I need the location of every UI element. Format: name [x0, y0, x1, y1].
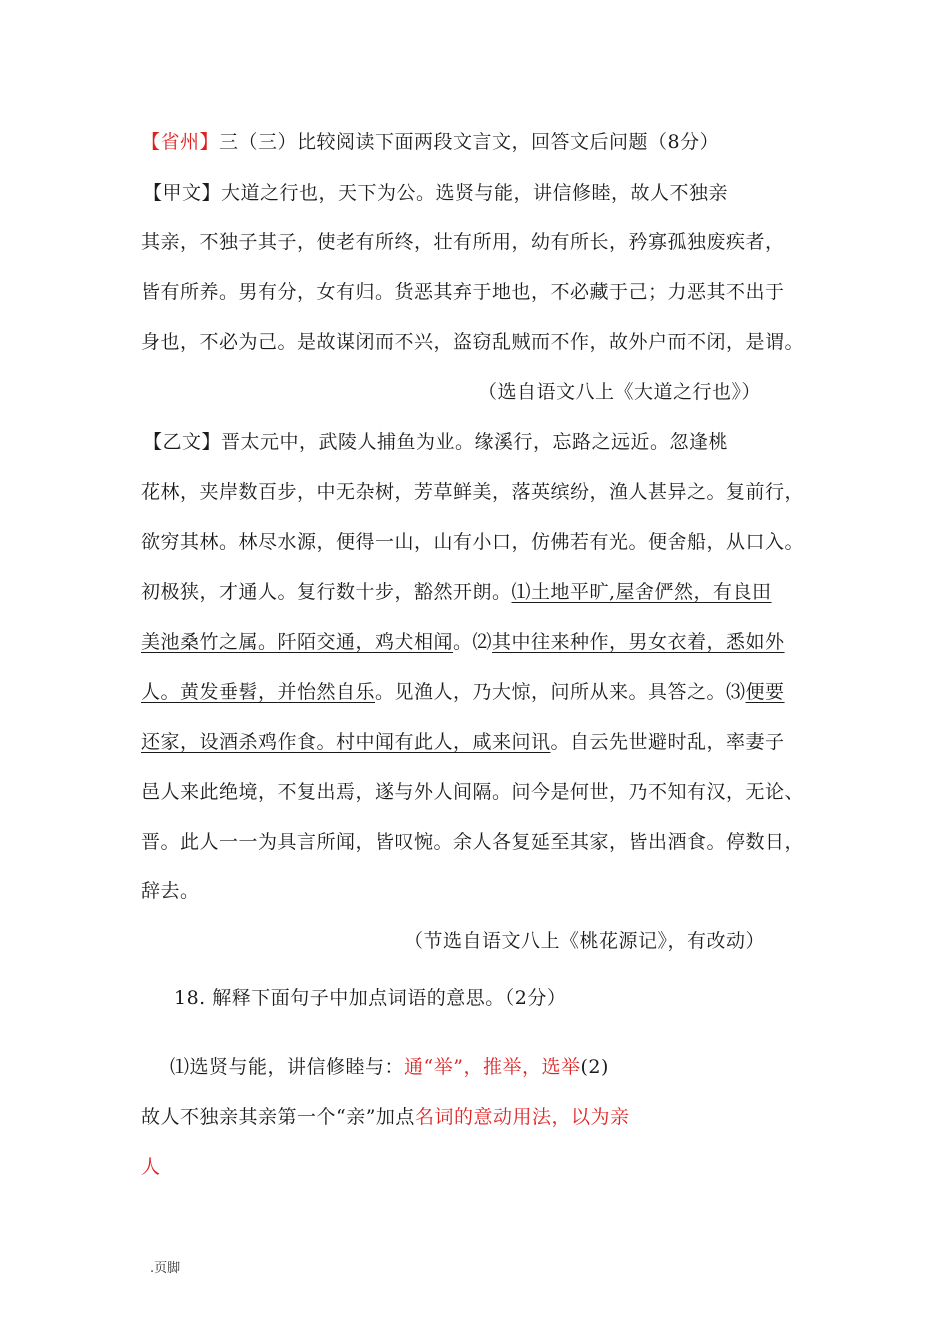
yi-line-1: 【乙文】晋太元中，武陵人捕鱼为业。缘溪行，忘路之远近。忽逢桃	[143, 431, 729, 453]
underlined-sentence-3: 便要	[745, 681, 785, 703]
answer-line-2: 故人不独亲其亲第一个“亲”加点名词的意动用法，以为亲	[141, 1106, 630, 1128]
answer-line-1: ⑴选贤与能，讲信修睦与：通“举”，推举，选举(2)	[170, 1056, 609, 1078]
yi-line-3: 欲穷其林。林尽水源，便得一山，山有小口，仿佛若有光。便舍船，从口入。	[141, 531, 805, 553]
jia-line-2: 其亲，不独子其子，使老有所终，壮有所用，幼有所长，矜寡孤独废疾者，	[141, 231, 785, 253]
question-header	[141, 130, 719, 154]
yi-source: （节选自语文八上《桃花源记》，有改动）	[404, 930, 766, 952]
jia-label: 【甲文】	[143, 182, 222, 204]
underlined-sentence-3-cont: 还家，设酒杀鸡作食。村中闻有此人，咸来问讯	[141, 731, 551, 753]
jia-source: （选自语文八上《大道之行也》）	[478, 381, 762, 403]
yi-label: 【乙文】	[143, 431, 222, 453]
jia-line-4: 身也，不必为己。是故谋闭而不兴，盗窃乱贼而不作，故外户而不闭，是谓。	[141, 331, 805, 353]
answer-highlight-2: 名词的意动用法，以为亲	[414, 1106, 630, 1128]
underlined-sentence-2-cont: 人。黄发垂髫，并怡然自乐	[141, 681, 376, 703]
answer-highlight-1: 通“举”，推举，选举	[404, 1056, 581, 1078]
underlined-sentence-1-cont: 美池桑竹之属。阡陌交通，鸡犬相闻	[141, 631, 454, 653]
source-tag: 【省州】	[141, 131, 220, 153]
jia-line-3: 皆有所养。男有分，女有归。货恶其弃于地也，不必藏于己；力恶其不出于	[141, 281, 785, 303]
yi-line-5: 美池桑竹之属。阡陌交通，鸡犬相闻。⑵其中往来种作，男女衣着，悉如外	[141, 631, 785, 653]
yi-line-10: 辞去。	[141, 880, 200, 902]
yi-line-7: 还家，设酒杀鸡作食。村中闻有此人，咸来问讯。自云先世避时乱，率妻子	[141, 731, 785, 753]
header-text: 三（三）比较阅读下面两段文言文，回答文后问题（8分）	[219, 131, 720, 153]
yi-line-6: 人。黄发垂髫，并怡然自乐。见渔人，乃大惊，问所从来。具答之。⑶便要	[141, 681, 785, 703]
jia-line-1: 【甲文】大道之行也，天下为公。选贤与能，讲信修睦，故人不独亲	[143, 182, 729, 204]
answer-line-3: 人	[141, 1156, 161, 1178]
yi-line-4: 初极狭，才通人。复行数十步，豁然开朗。⑴土地平旷,屋舍俨然，有良田	[141, 581, 772, 603]
question-18: 18. 解释下面句子中加点词语的意思。（2分）	[174, 987, 567, 1009]
underlined-sentence-1: ⑴土地平旷,屋舍俨然，有良田	[511, 581, 772, 603]
yi-line-8: 邑人来此绝境，不复出焉，遂与外人间隔。问今是何世，乃不知有汉，无论、	[141, 781, 805, 803]
yi-line-2: 花林，夹岸数百步，中无杂树，芳草鲜美，落英缤纷，渔人甚异之。复前行，	[141, 481, 805, 503]
page-footer: .页脚	[150, 1261, 181, 1276]
underlined-sentence-2: 其中往来种作，男女衣着，悉如外	[492, 631, 785, 653]
yi-line-9: 晋。此人一一为具言所闻，皆叹惋。余人各复延至其家，皆出酒食。停数日，	[141, 831, 805, 853]
